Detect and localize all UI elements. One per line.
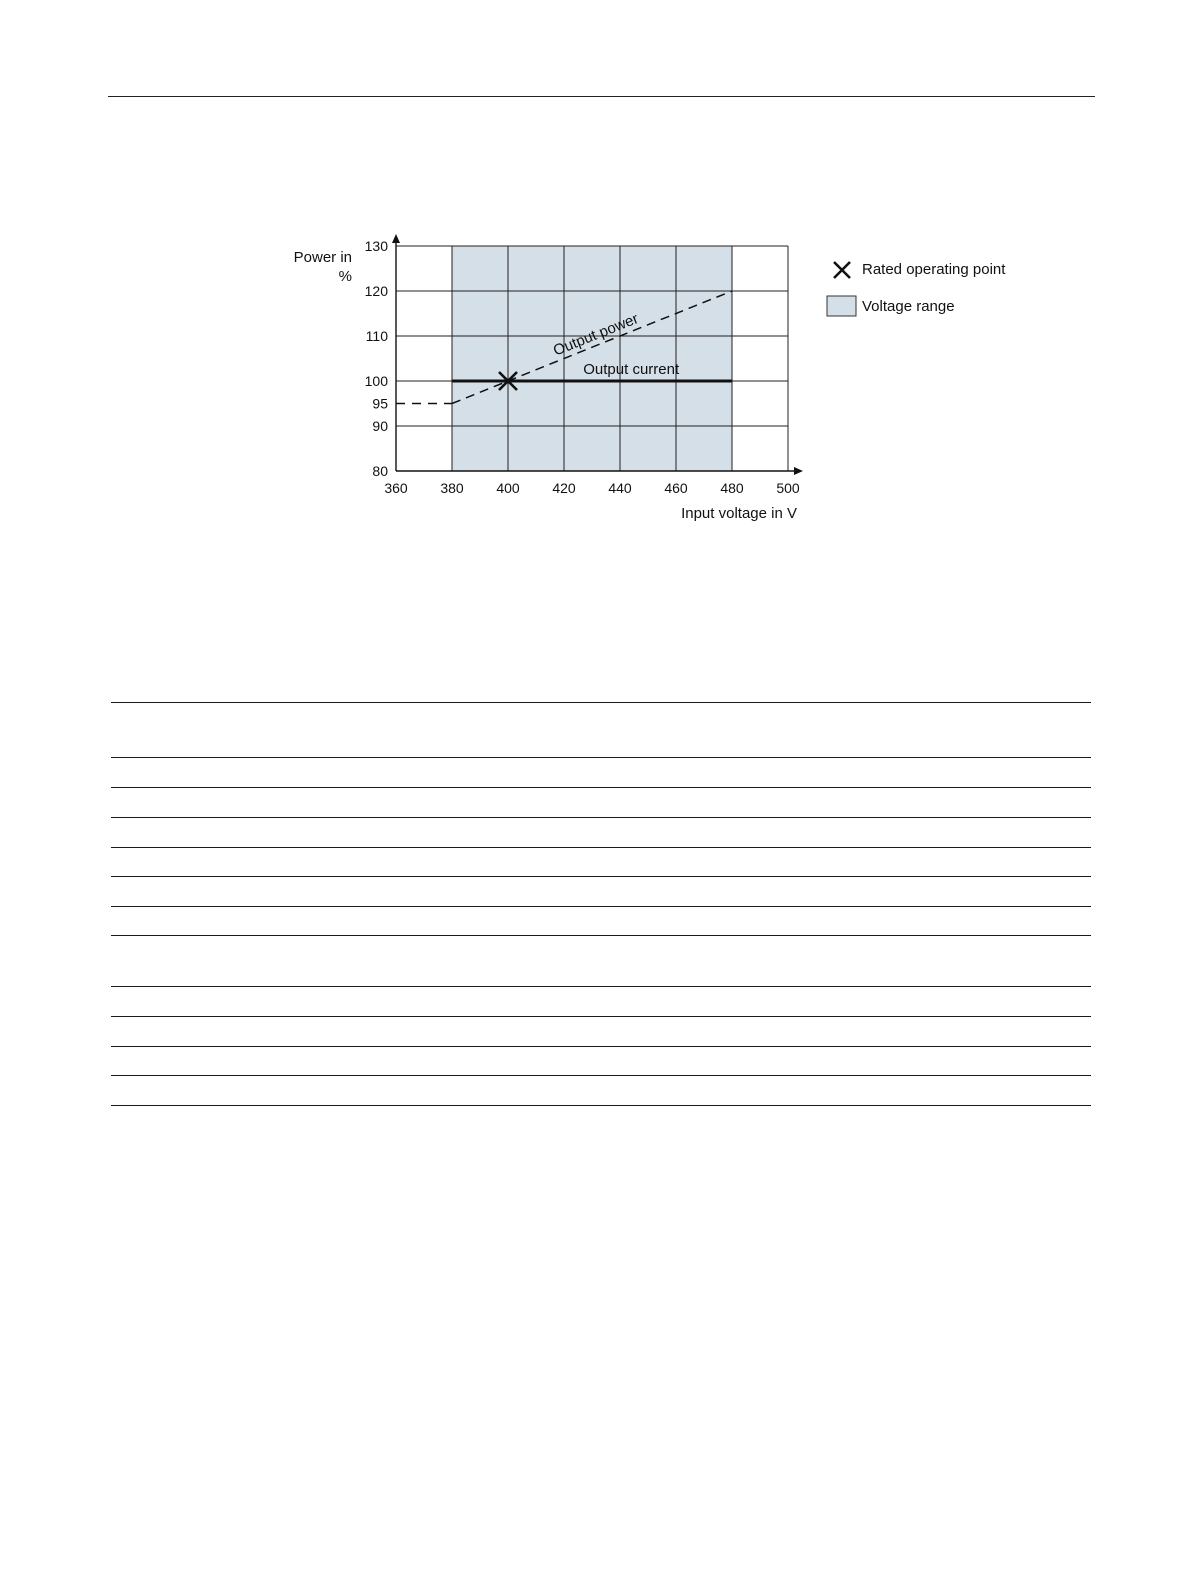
voltage-range-area	[452, 246, 732, 471]
x-tick-label: 400	[496, 480, 520, 496]
table-row-rule	[111, 906, 1091, 907]
legend-label-voltage-range: Voltage range	[862, 298, 955, 315]
legend-label-rated-operating-point: Rated operating point	[862, 261, 1006, 278]
table-row-rule	[111, 935, 1091, 936]
x-tick-label: 500	[776, 480, 800, 496]
output-current-label: Output current	[583, 361, 680, 378]
output-power-label: Output power	[550, 310, 641, 360]
table-row-rule	[111, 702, 1091, 703]
y-tick-label: 120	[364, 283, 388, 299]
x-tick-label: 420	[552, 480, 576, 496]
legend-x-icon	[834, 262, 850, 278]
power-voltage-chart	[0, 0, 1191, 560]
y-tick-label: 95	[372, 395, 388, 412]
table-row-rule	[111, 1046, 1091, 1047]
table-row-rule	[111, 1105, 1091, 1106]
table-row-rule	[111, 986, 1091, 987]
table-row-rule	[111, 847, 1091, 848]
table-row-rule	[111, 1075, 1091, 1076]
y-tick-label: 90	[372, 418, 388, 434]
y-tick-label: 80	[372, 463, 388, 479]
y-tick-label: 100	[364, 373, 388, 389]
voltage-range-shading	[452, 246, 732, 471]
x-axis-arrow	[794, 467, 803, 475]
y-axis-arrow	[392, 234, 400, 243]
y-tick-label: 110	[365, 328, 388, 344]
x-tick-label: 380	[440, 480, 464, 496]
table-row-rule	[111, 1016, 1091, 1017]
x-tick-label: 440	[608, 480, 632, 496]
chart-legend	[827, 261, 1006, 316]
table-row-rule	[111, 757, 1091, 758]
table-row-rule	[111, 787, 1091, 788]
x-axis-title: Input voltage in V	[681, 505, 797, 522]
x-tick-label: 480	[720, 480, 744, 496]
table-row-rule	[111, 817, 1091, 818]
legend-voltage-range-swatch	[827, 296, 856, 316]
x-tick-label: 460	[664, 480, 688, 496]
y-tick-label: 130	[364, 238, 388, 254]
y-axis-title-unit: %	[338, 268, 352, 285]
x-tick-label: 360	[384, 480, 408, 496]
y-axis-title: Power in	[293, 249, 352, 266]
table-row-rule	[111, 876, 1091, 877]
